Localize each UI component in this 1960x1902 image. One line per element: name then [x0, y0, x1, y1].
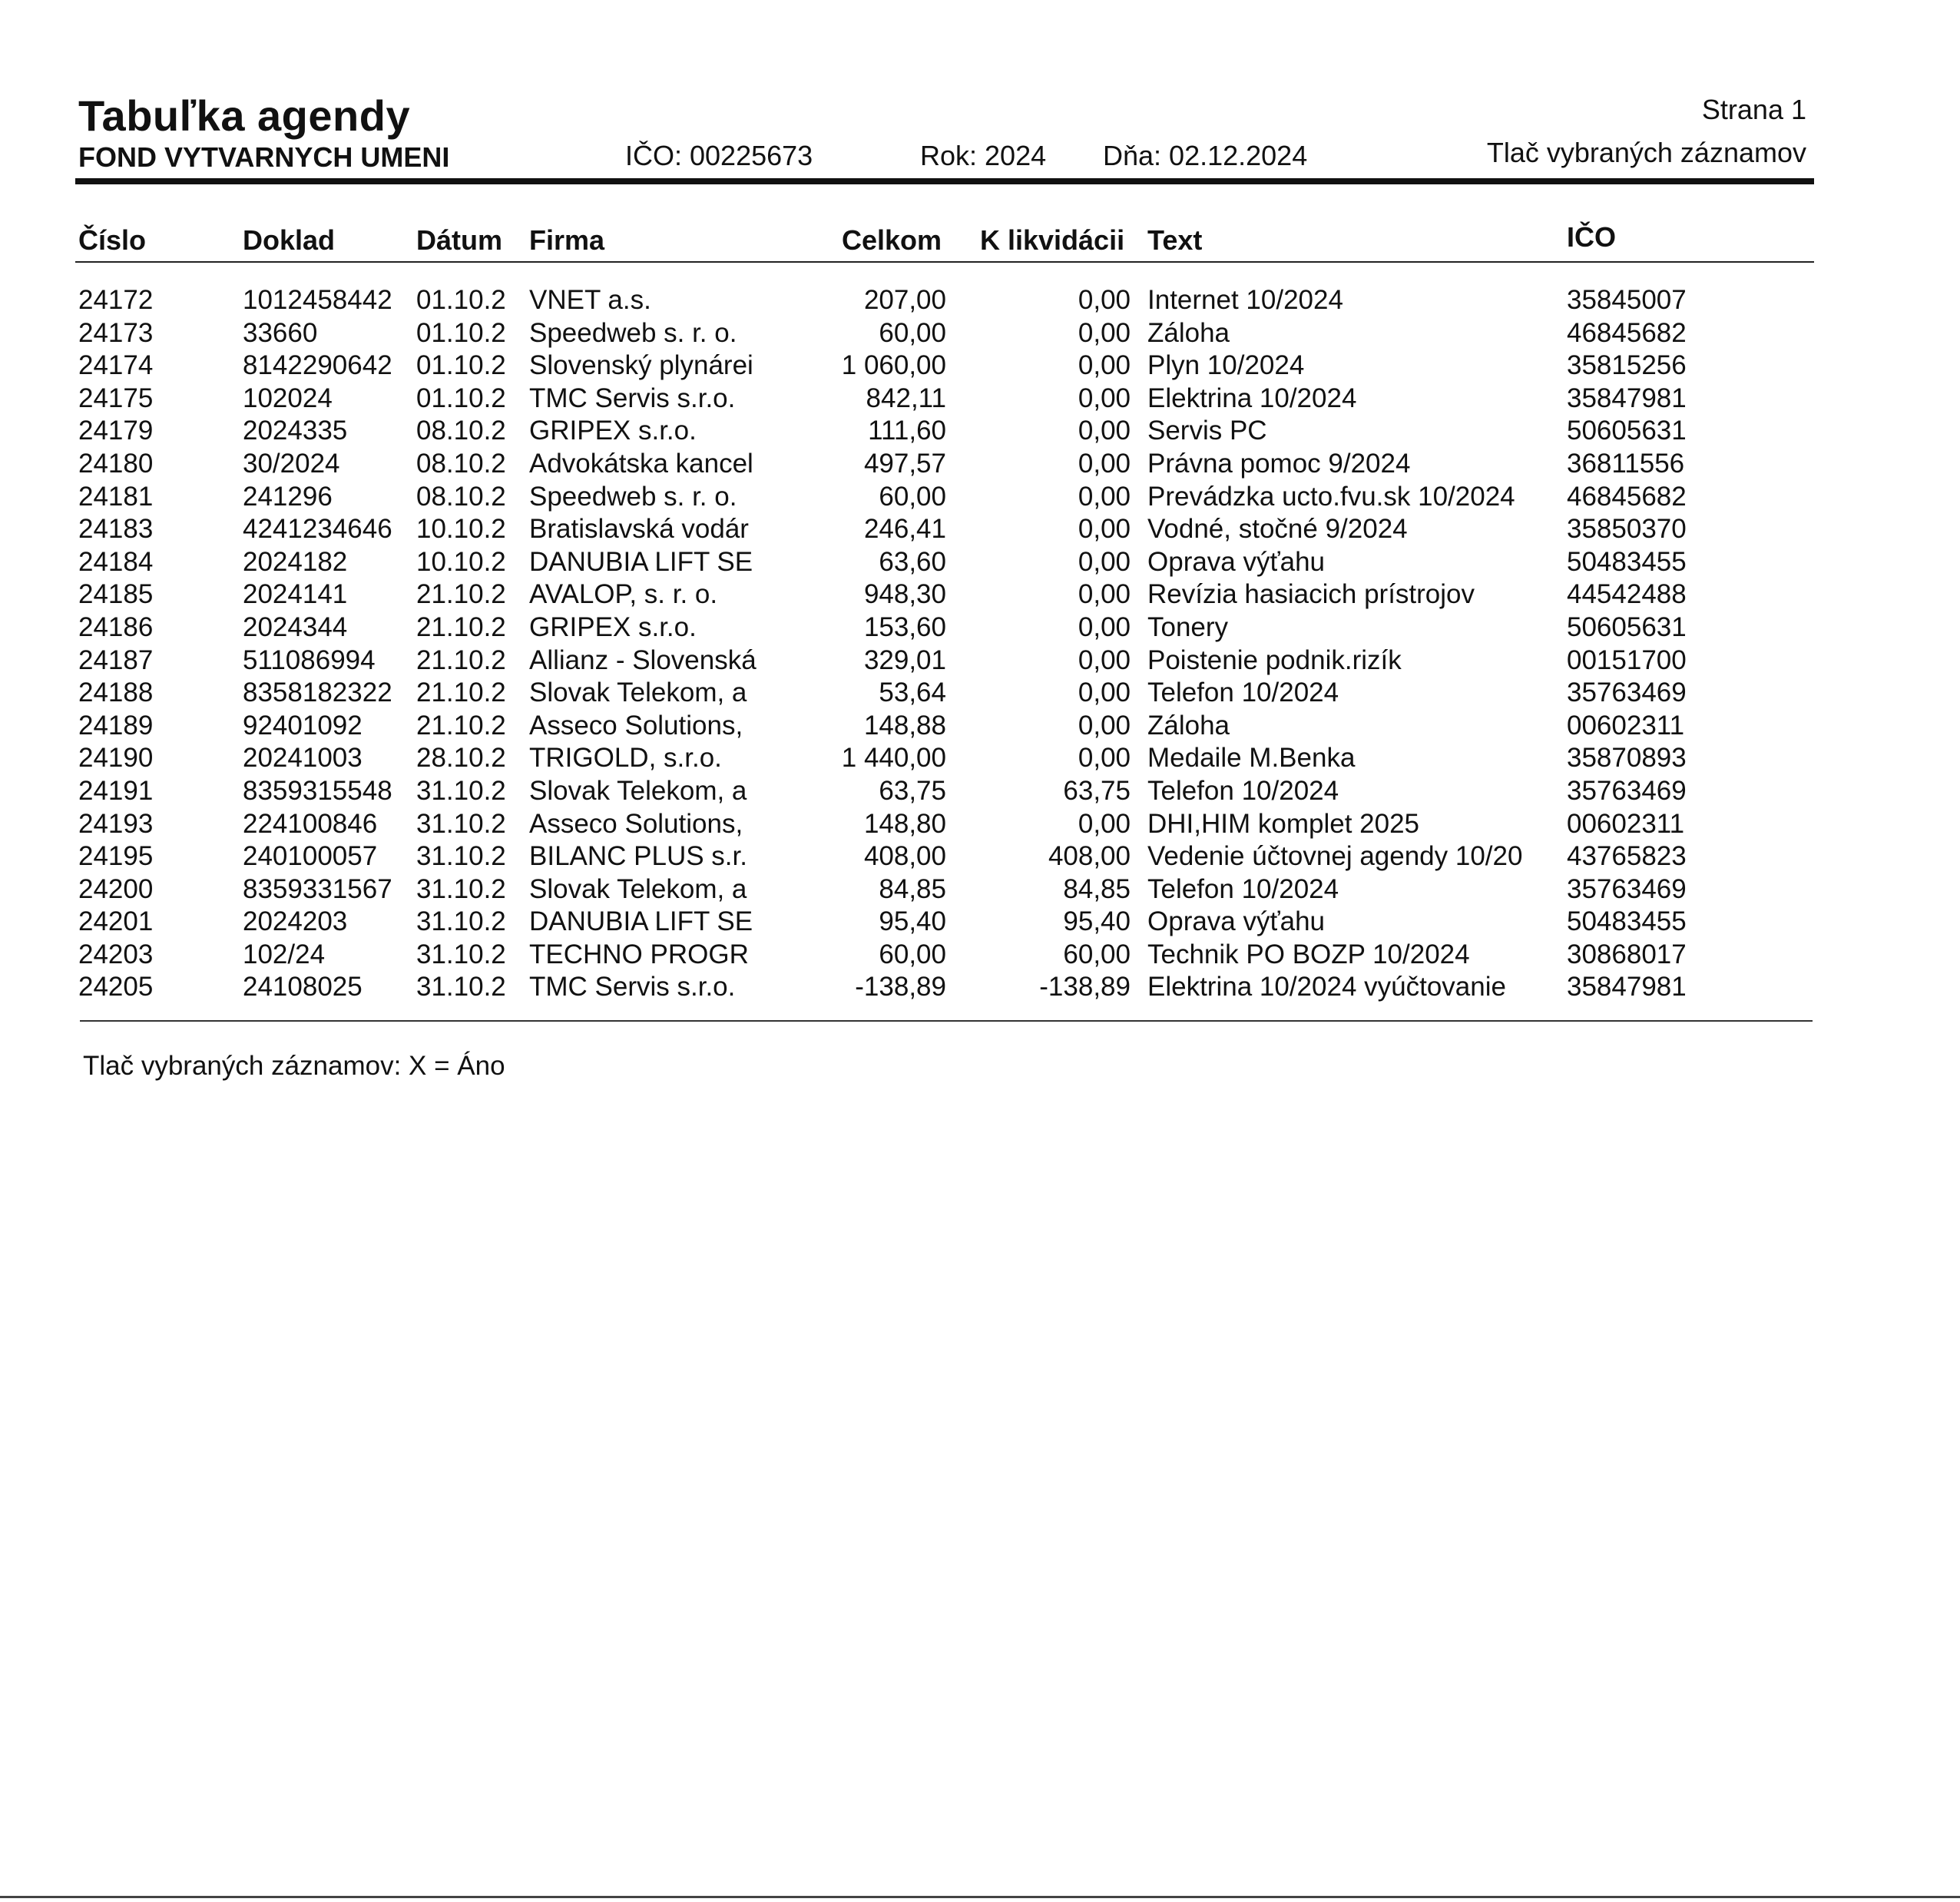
cell-ico: 44542488 — [1567, 579, 1687, 610]
cell-celkom: 84,85 — [879, 873, 946, 904]
cell-cislo: 24191 — [78, 775, 154, 806]
cell-ico: 50605631 — [1567, 416, 1687, 446]
cell-k-likvidacii: 0,00 — [1078, 317, 1131, 348]
column-header-k-likvidacii: K likvidácii — [980, 224, 1125, 256]
cell-text: Oprava výťahu — [1147, 906, 1326, 937]
cell-celkom: 53,64 — [879, 678, 946, 708]
cell-ico: 35845007 — [1567, 285, 1687, 315]
cell-cislo: 24174 — [78, 350, 154, 381]
cell-ico: 35815256 — [1567, 350, 1687, 381]
cell-text: Internet 10/2024 — [1147, 285, 1343, 315]
cell-ico: 36811556 — [1567, 448, 1685, 479]
cell-ico: 46845682 — [1567, 481, 1687, 512]
cell-k-likvidacii: 408,00 — [1048, 841, 1131, 872]
cell-doklad: 2024344 — [243, 611, 348, 642]
cell-k-likvidacii: 0,00 — [1078, 416, 1131, 446]
cell-text: Elektrina 10/2024 — [1147, 383, 1357, 413]
cell-doklad: 240100057 — [243, 841, 378, 872]
table-row — [0, 383, 1960, 416]
table-row — [0, 350, 1960, 383]
cell-cislo: 24184 — [78, 546, 154, 577]
organization-name: FOND VYTVARNYCH UMENI — [78, 141, 450, 173]
cell-k-likvidacii: 95,40 — [1063, 906, 1131, 937]
cell-k-likvidacii: 0,00 — [1078, 611, 1131, 642]
cell-datum: 21.10.2 — [416, 611, 506, 642]
date-label: Dňa: 02.12.2024 — [1103, 140, 1308, 171]
cell-ico: 35763469 — [1567, 873, 1687, 904]
cell-datum: 31.10.2 — [416, 939, 506, 969]
cell-datum: 31.10.2 — [416, 808, 506, 839]
cell-firma: DANUBIA LIFT SE — [529, 546, 753, 577]
cell-text: Elektrina 10/2024 vyúčtovanie — [1147, 972, 1506, 1002]
cell-celkom: 153,60 — [863, 611, 946, 642]
scan-edge-line — [0, 1896, 1960, 1898]
cell-celkom: 148,80 — [863, 808, 946, 839]
cell-ico: 00602311 — [1567, 808, 1685, 839]
cell-text: Servis PC — [1147, 416, 1267, 446]
column-header-celkom: Celkom — [842, 224, 942, 256]
cell-k-likvidacii: 0,00 — [1078, 743, 1131, 774]
cell-ico: 50605631 — [1567, 611, 1687, 642]
cell-cislo: 24173 — [78, 317, 154, 348]
table-row — [0, 578, 1960, 611]
cell-cislo: 24190 — [78, 743, 154, 774]
table-row — [0, 513, 1960, 546]
cell-firma: TMC Servis s.r.o. — [529, 383, 736, 413]
cell-firma: Speedweb s. r. o. — [529, 317, 737, 348]
column-header-firma: Firma — [529, 224, 605, 256]
table-row — [0, 939, 1960, 972]
cell-doklad: 102/24 — [243, 939, 326, 969]
cell-k-likvidacii: 0,00 — [1078, 285, 1131, 315]
cell-firma: GRIPEX s.r.o. — [529, 416, 697, 446]
cell-text: Vedenie účtovnej agendy 10/20 — [1147, 841, 1523, 872]
cell-firma: TECHNO PROGR — [529, 939, 749, 969]
table-row — [0, 840, 1960, 873]
cell-doklad: 102024 — [243, 383, 333, 413]
cell-celkom: 497,57 — [863, 448, 946, 479]
cell-text: Telefon 10/2024 — [1147, 873, 1339, 904]
cell-celkom: 60,00 — [879, 317, 946, 348]
cell-firma: Slovak Telekom, a — [529, 678, 747, 708]
cell-cislo: 24205 — [78, 972, 154, 1002]
cell-celkom: 60,00 — [879, 939, 946, 969]
cell-ico: 43765823 — [1567, 841, 1687, 872]
table-row — [0, 775, 1960, 808]
cell-k-likvidacii: 0,00 — [1078, 644, 1131, 675]
column-header-doklad: Doklad — [243, 224, 336, 256]
table-row — [0, 481, 1960, 514]
cell-datum: 01.10.2 — [416, 317, 506, 348]
cell-celkom: 95,40 — [879, 906, 946, 937]
cell-text: Revízia hasiacich prístrojov — [1147, 579, 1475, 610]
cell-datum: 21.10.2 — [416, 678, 506, 708]
cell-ico: 35763469 — [1567, 775, 1687, 806]
cell-datum: 31.10.2 — [416, 873, 506, 904]
cell-doklad: 224100846 — [243, 808, 378, 839]
cell-doklad: 33660 — [243, 317, 318, 348]
cell-ico: 00151700 — [1567, 644, 1687, 675]
cell-datum: 10.10.2 — [416, 546, 506, 577]
cell-firma: VNET a.s. — [529, 285, 651, 315]
cell-k-likvidacii: 0,00 — [1078, 481, 1131, 512]
table-row — [0, 415, 1960, 448]
cell-datum: 21.10.2 — [416, 710, 506, 741]
cell-datum: 08.10.2 — [416, 481, 506, 512]
cell-ico: 50483455 — [1567, 546, 1687, 577]
cell-doklad: 2024335 — [243, 416, 348, 446]
cell-ico: 35870893 — [1567, 743, 1687, 774]
cell-cislo: 24183 — [78, 514, 154, 545]
cell-text: Technik PO BOZP 10/2024 — [1147, 939, 1470, 969]
cell-cislo: 24180 — [78, 448, 154, 479]
cell-cislo: 24179 — [78, 416, 154, 446]
cell-ico: 35847981 — [1567, 972, 1687, 1002]
cell-text: Plyn 10/2024 — [1147, 350, 1305, 381]
table-row — [0, 644, 1960, 678]
cell-celkom: 246,41 — [863, 514, 946, 545]
cell-doklad: 30/2024 — [243, 448, 340, 479]
cell-doklad: 241296 — [243, 481, 333, 512]
cell-doklad: 8358182322 — [243, 678, 392, 708]
cell-datum: 10.10.2 — [416, 514, 506, 545]
cell-doklad: 92401092 — [243, 710, 363, 741]
cell-firma: Asseco Solutions, — [529, 808, 743, 839]
cell-k-likvidacii: 0,00 — [1078, 546, 1131, 577]
table-end-divider — [80, 1020, 1813, 1022]
cell-firma: Asseco Solutions, — [529, 710, 743, 741]
cell-datum: 01.10.2 — [416, 285, 506, 315]
cell-firma: TRIGOLD, s.r.o. — [529, 743, 722, 774]
cell-firma: Allianz - Slovenská — [529, 644, 757, 675]
cell-cislo: 24193 — [78, 808, 154, 839]
cell-ico: 35847981 — [1567, 383, 1687, 413]
cell-celkom: 63,60 — [879, 546, 946, 577]
cell-doklad: 1012458442 — [243, 285, 392, 315]
cell-text: Právna pomoc 9/2024 — [1147, 448, 1411, 479]
cell-celkom: 1 060,00 — [841, 350, 946, 381]
page-number: Strana 1 — [1701, 94, 1806, 125]
cell-celkom: 329,01 — [863, 644, 946, 675]
table-row — [0, 873, 1960, 906]
cell-celkom: 842,11 — [866, 383, 946, 413]
cell-datum: 31.10.2 — [416, 906, 506, 937]
cell-k-likvidacii: 0,00 — [1078, 808, 1131, 839]
cell-cislo: 24181 — [78, 481, 154, 512]
cell-doklad: 8142290642 — [243, 350, 392, 381]
column-header-divider — [75, 261, 1814, 263]
table-row — [0, 317, 1960, 350]
cell-firma: Slovenský plynárei — [529, 350, 753, 381]
cell-cislo: 24172 — [78, 285, 154, 315]
table-row — [0, 546, 1960, 579]
column-header-text: Text — [1147, 224, 1203, 256]
cell-k-likvidacii: 0,00 — [1078, 710, 1131, 741]
cell-celkom: 207,00 — [863, 285, 946, 315]
document-title: Tabuľka agendy — [78, 91, 411, 140]
cell-doklad: 2024141 — [243, 579, 348, 610]
cell-cislo: 24189 — [78, 710, 154, 741]
cell-text: Medaile M.Benka — [1147, 743, 1356, 774]
cell-doklad: 20241003 — [243, 743, 363, 774]
cell-text: Oprava výťahu — [1147, 546, 1326, 577]
cell-datum: 01.10.2 — [416, 383, 506, 413]
table-row — [0, 448, 1960, 481]
print-mode-label: Tlač vybraných záznamov — [1486, 137, 1806, 168]
cell-k-likvidacii: 0,00 — [1078, 514, 1131, 545]
column-header-cislo: Číslo — [78, 224, 147, 256]
cell-celkom: 408,00 — [863, 841, 946, 872]
cell-k-likvidacii: -138,89 — [1039, 972, 1131, 1002]
cell-celkom: 148,88 — [863, 710, 946, 741]
cell-text: Záloha — [1147, 710, 1230, 741]
cell-text: Prevádzka ucto.fvu.sk 10/2024 — [1147, 481, 1515, 512]
cell-firma: Advokátska kancel — [529, 448, 753, 479]
cell-cislo: 24188 — [78, 678, 154, 708]
cell-datum: 21.10.2 — [416, 579, 506, 610]
table-row — [0, 710, 1960, 743]
cell-firma: Speedweb s. r. o. — [529, 481, 737, 512]
cell-cislo: 24201 — [78, 906, 154, 937]
cell-doklad: 4241234646 — [243, 514, 392, 545]
cell-celkom: 1 440,00 — [841, 743, 946, 774]
cell-firma: GRIPEX s.r.o. — [529, 611, 697, 642]
cell-k-likvidacii: 0,00 — [1078, 579, 1131, 610]
table-row — [0, 906, 1960, 939]
cell-k-likvidacii: 60,00 — [1063, 939, 1131, 969]
cell-celkom: -138,89 — [855, 972, 946, 1002]
cell-doklad: 24108025 — [243, 972, 363, 1002]
cell-firma: Slovak Telekom, a — [529, 775, 747, 806]
cell-doklad: 8359315548 — [243, 775, 392, 806]
cell-text: Telefon 10/2024 — [1147, 775, 1339, 806]
cell-k-likvidacii: 0,00 — [1078, 383, 1131, 413]
cell-cislo: 24185 — [78, 579, 154, 610]
cell-k-likvidacii: 63,75 — [1063, 775, 1131, 806]
cell-firma: BILANC PLUS s.r. — [529, 841, 747, 872]
cell-datum: 08.10.2 — [416, 448, 506, 479]
cell-text: Vodné, stočné 9/2024 — [1147, 514, 1408, 545]
table-row — [0, 742, 1960, 775]
cell-celkom: 63,75 — [879, 775, 946, 806]
cell-celkom: 948,30 — [863, 579, 946, 610]
cell-datum: 28.10.2 — [416, 743, 506, 774]
cell-cislo: 24175 — [78, 383, 154, 413]
cell-firma: Slovak Telekom, a — [529, 873, 747, 904]
cell-cislo: 24187 — [78, 644, 154, 675]
table-row — [0, 971, 1960, 1004]
column-header-datum: Dátum — [416, 224, 503, 256]
cell-ico: 00602311 — [1567, 710, 1685, 741]
cell-ico: 35763469 — [1567, 678, 1687, 708]
cell-firma: TMC Servis s.r.o. — [529, 972, 736, 1002]
footer-note: Tlač vybraných záznamov: X = Áno — [83, 1051, 505, 1081]
cell-datum: 31.10.2 — [416, 775, 506, 806]
cell-ico: 30868017 — [1567, 939, 1687, 969]
cell-datum: 08.10.2 — [416, 416, 506, 446]
table-row — [0, 611, 1960, 644]
cell-text: Telefon 10/2024 — [1147, 678, 1339, 708]
cell-firma: AVALOP, s. r. o. — [529, 579, 718, 610]
cell-datum: 21.10.2 — [416, 644, 506, 675]
cell-doklad: 511086994 — [243, 644, 376, 675]
table-row — [0, 677, 1960, 710]
cell-firma: Bratislavská vodár — [529, 514, 749, 545]
cell-celkom: 60,00 — [879, 481, 946, 512]
cell-k-likvidacii: 0,00 — [1078, 448, 1131, 479]
cell-doklad: 2024203 — [243, 906, 348, 937]
table-row — [0, 284, 1960, 317]
cell-cislo: 24203 — [78, 939, 154, 969]
cell-k-likvidacii: 0,00 — [1078, 678, 1131, 708]
cell-k-likvidacii: 84,85 — [1063, 873, 1131, 904]
table-row — [0, 808, 1960, 841]
cell-text: Záloha — [1147, 317, 1230, 348]
cell-ico: 35850370 — [1567, 514, 1687, 545]
cell-datum: 31.10.2 — [416, 972, 506, 1002]
year-label: Rok: 2024 — [920, 140, 1047, 171]
cell-cislo: 24195 — [78, 841, 154, 872]
cell-ico: 50483455 — [1567, 906, 1687, 937]
cell-cislo: 24186 — [78, 611, 154, 642]
records-table — [0, 284, 1960, 1004]
cell-k-likvidacii: 0,00 — [1078, 350, 1131, 381]
ico-label: IČO: 00225673 — [625, 140, 813, 171]
header-divider — [75, 178, 1814, 184]
cell-firma: DANUBIA LIFT SE — [529, 906, 753, 937]
cell-cislo: 24200 — [78, 873, 154, 904]
cell-celkom: 111,60 — [868, 416, 946, 446]
cell-ico: 46845682 — [1567, 317, 1687, 348]
cell-text: DHI,HIM komplet 2025 — [1147, 808, 1420, 839]
cell-datum: 31.10.2 — [416, 841, 506, 872]
cell-text: Poistenie podnik.rizík — [1147, 644, 1402, 675]
cell-doklad: 8359331567 — [243, 873, 392, 904]
column-header-ico: IČO — [1567, 221, 1617, 253]
cell-text: Tonery — [1147, 611, 1229, 642]
cell-datum: 01.10.2 — [416, 350, 506, 381]
cell-doklad: 2024182 — [243, 546, 348, 577]
